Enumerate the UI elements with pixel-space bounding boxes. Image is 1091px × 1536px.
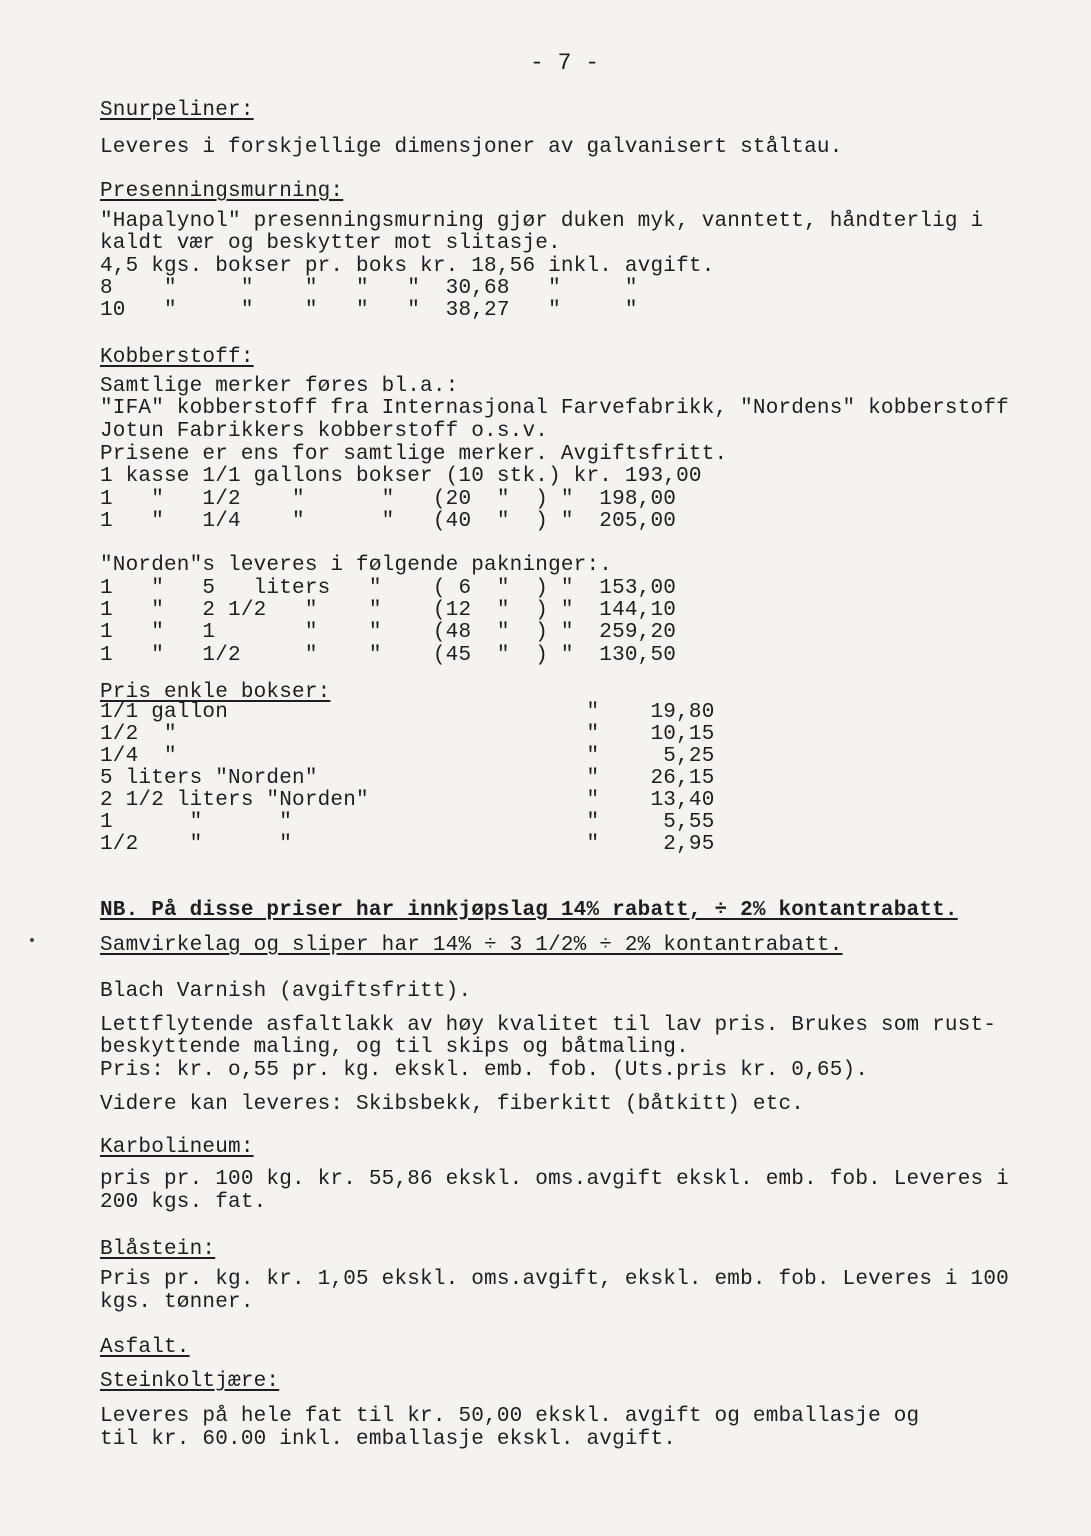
heading-snurpeliner: Snurpeliner:: [100, 99, 254, 122]
text-line: Leveres i forskjellige dimensjoner av galvanisert ståltau.: [100, 136, 843, 159]
heading-blach-varnish: Blach Varnish (avgiftsfritt).: [100, 980, 472, 1003]
price-line: 1 " 1 " " (48 " ) " 259,20: [100, 621, 677, 644]
price-line: 4,5 kgs. bokser pr. boks kr. 18,56 inkl. avgift.: [100, 255, 715, 278]
text-line: Samtlige merker føres bl.a.:: [100, 375, 459, 398]
heading-blastein: Blåstein:: [100, 1238, 216, 1261]
price-line: 1 " 2 1/2 " " (12 " ) " 144,10: [100, 599, 677, 622]
note-nb: NB. På disse priser har innkjøpslag 14% rabatt, ÷ 2% kontantrabatt.: [100, 899, 958, 922]
page-number: - 7 -: [530, 50, 600, 76]
price-line: 1/4 " " 5,25: [100, 745, 715, 768]
text-line: Leveres på hele fat til kr. 50,00 ekskl. avgift og emballasje og: [100, 1405, 920, 1428]
price-line: 1/2 " " 10,15: [100, 723, 715, 746]
text-line: kaldt vær og beskytter mot slitasje.: [100, 232, 561, 255]
text-line: Videre kan leveres: Skibsbekk, fiberkitt (båtkitt) etc.: [100, 1093, 805, 1116]
price-line: 10 " " " " " 38,27 " ": [100, 299, 638, 322]
price-line: 1 kasse 1/1 gallons bokser (10 stk.) kr. 193,00: [100, 465, 702, 488]
heading-asfalt: Asfalt.: [100, 1336, 190, 1359]
price-line: Pris: kr. o,55 pr. kg. ekskl. emb. fob. (Uts.pris kr. 0,65).: [100, 1059, 869, 1082]
price-line: 1/1 gallon " 19,80: [100, 701, 715, 724]
price-line: 5 liters "Norden" " 26,15: [100, 767, 715, 790]
price-line: 1 " 1/2 " " (20 " ) " 198,00: [100, 488, 677, 511]
text-line: kgs. tønner.: [100, 1291, 254, 1314]
price-line: 1/2 " " " 2,95: [100, 833, 715, 856]
price-line: 1 " 1/2 " " (45 " ) " 130,50: [100, 644, 677, 667]
text-line: "IFA" kobberstoff fra Internasjonal Farvefabrikk, "Nordens" kobberstoff: [100, 397, 1009, 420]
heading-karbolineum: Karbolineum:: [100, 1136, 254, 1159]
price-line: 1 " 5 liters " ( 6 " ) " 153,00: [100, 577, 677, 600]
text-line: beskyttende maling, og til skips og båtmaling.: [100, 1036, 689, 1059]
text-line: Prisene er ens for samtlige merker. Avgiftsfritt.: [100, 443, 728, 466]
heading-presenningsmurning: Presenningsmurning:: [100, 180, 344, 203]
note-samvirkelag: Samvirkelag og sliper har 14% ÷ 3 1/2% ÷ 2% kontantrabatt.: [100, 934, 843, 957]
price-line: 1 " 1/4 " " (40 " ) " 205,00: [100, 510, 677, 533]
heading-kobberstoff: Kobberstoff:: [100, 346, 254, 369]
text-line: pris pr. 100 kg. kr. 55,86 ekskl. oms.avgift ekskl. emb. fob. Leveres i: [100, 1168, 1009, 1191]
price-line: 8 " " " " " 30,68 " ": [100, 277, 638, 300]
text-line: "Norden"s leveres i følgende pakninger:.: [100, 554, 613, 577]
text-line: "Hapalynol" presenningsmurning gjør duken myk, vanntett, håndterlig i: [100, 210, 984, 233]
punch-mark: [30, 938, 34, 942]
text-line: til kr. 60.00 inkl. emballasje ekskl. avgift.: [100, 1428, 677, 1451]
price-line: 1 " " " 5,55: [100, 811, 715, 834]
text-line: 200 kgs. fat.: [100, 1191, 267, 1214]
text-line: Lettflytende asfaltlakk av høy kvalitet til lav pris. Brukes som rust-: [100, 1014, 997, 1037]
text-line: Jotun Fabrikkers kobberstoff o.s.v.: [100, 420, 549, 443]
heading-steinkoltjaere: Steinkoltjære:: [100, 1370, 280, 1393]
text-line: Pris pr. kg. kr. 1,05 ekskl. oms.avgift, ekskl. emb. fob. Leveres i 100: [100, 1268, 1009, 1291]
price-line: 2 1/2 liters "Norden" " 13,40: [100, 789, 715, 812]
heading-pris-enkle-bokser: Pris enkle bokser:: [100, 681, 331, 704]
